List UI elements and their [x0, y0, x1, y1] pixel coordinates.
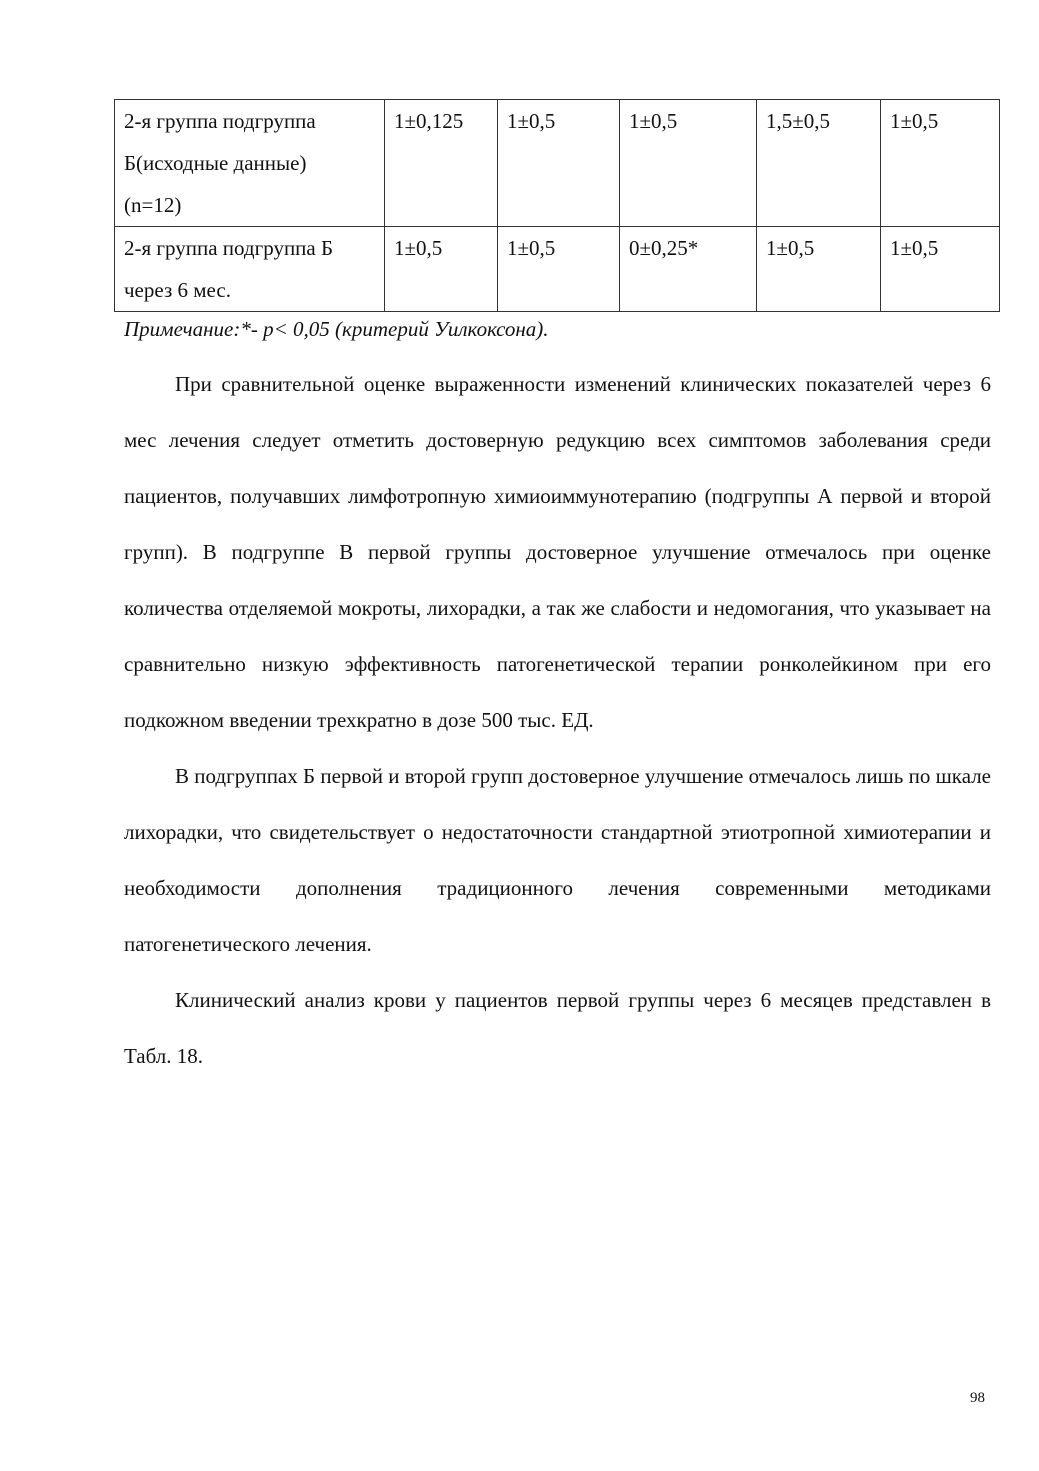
- table-cell: 1±0,125: [385, 100, 498, 227]
- row-label-cell: [115, 100, 385, 227]
- table-cell: 1±0,5: [498, 100, 620, 227]
- table-row: [115, 227, 1000, 312]
- row-label-line: 2-я группа подгруппа Б: [124, 236, 334, 260]
- row-label-line: (n=12): [124, 193, 182, 217]
- table-cell: 0±0,25*: [620, 227, 757, 312]
- table-row: [115, 100, 1000, 227]
- paragraph: При сравнительной оценке выраженности изменений клинических показателей через 6 мес лечения следует отметить достоверную редукцию всех симптомов заболевания среди пациентов, получавших лимфотропную химиоиммунотерапию (подгруппы А первой и второй групп). В подгруппе В первой группы достоверное улучшение отмечалось при оценке количества отделяемой мокроты, лихорадки, а так же слабости и недомогания, что указывает на сравнительно низкую эффективность патогенетической терапии ронколейкином при его подкожном введении трехкратно в дозе 500 тыс. ЕД.: [124, 372, 991, 732]
- row-label-line: через 6 мес.: [124, 278, 231, 302]
- row-label-line: 2-я группа подгруппа: [124, 109, 316, 133]
- table-cell: 1±0,5: [881, 227, 1000, 312]
- table-cell: 1±0,5: [385, 227, 498, 312]
- table-cell: 1±0,5: [757, 227, 881, 312]
- paragraph: В подгруппах Б первой и второй групп достоверное улучшение отмечалось лишь по шкале лихорадки, что свидетельствует о недостаточности стандартной этиотропной химиотерапии и необходимости дополнения традиционного лечения современными методиками патогенетического лечения.: [124, 764, 991, 956]
- paragraph: Клинический анализ крови у пациентов первой группы через 6 месяцев представлен в Табл. 18.: [124, 988, 991, 1068]
- table-cell: 1±0,5: [498, 227, 620, 312]
- row-label-cell: [115, 227, 385, 312]
- table-cell: 1,5±0,5: [757, 100, 881, 227]
- table-note: Примечание:*- p< 0,05 (критерий Уилкоксона).: [124, 317, 549, 341]
- table-cell: 1±0,5: [881, 100, 1000, 227]
- page-number: 98: [970, 1390, 985, 1406]
- results-table: [114, 99, 1000, 312]
- body-text: [124, 356, 991, 1084]
- table-cell: 1±0,5: [620, 100, 757, 227]
- row-label-line: Б(исходные данные): [124, 151, 307, 175]
